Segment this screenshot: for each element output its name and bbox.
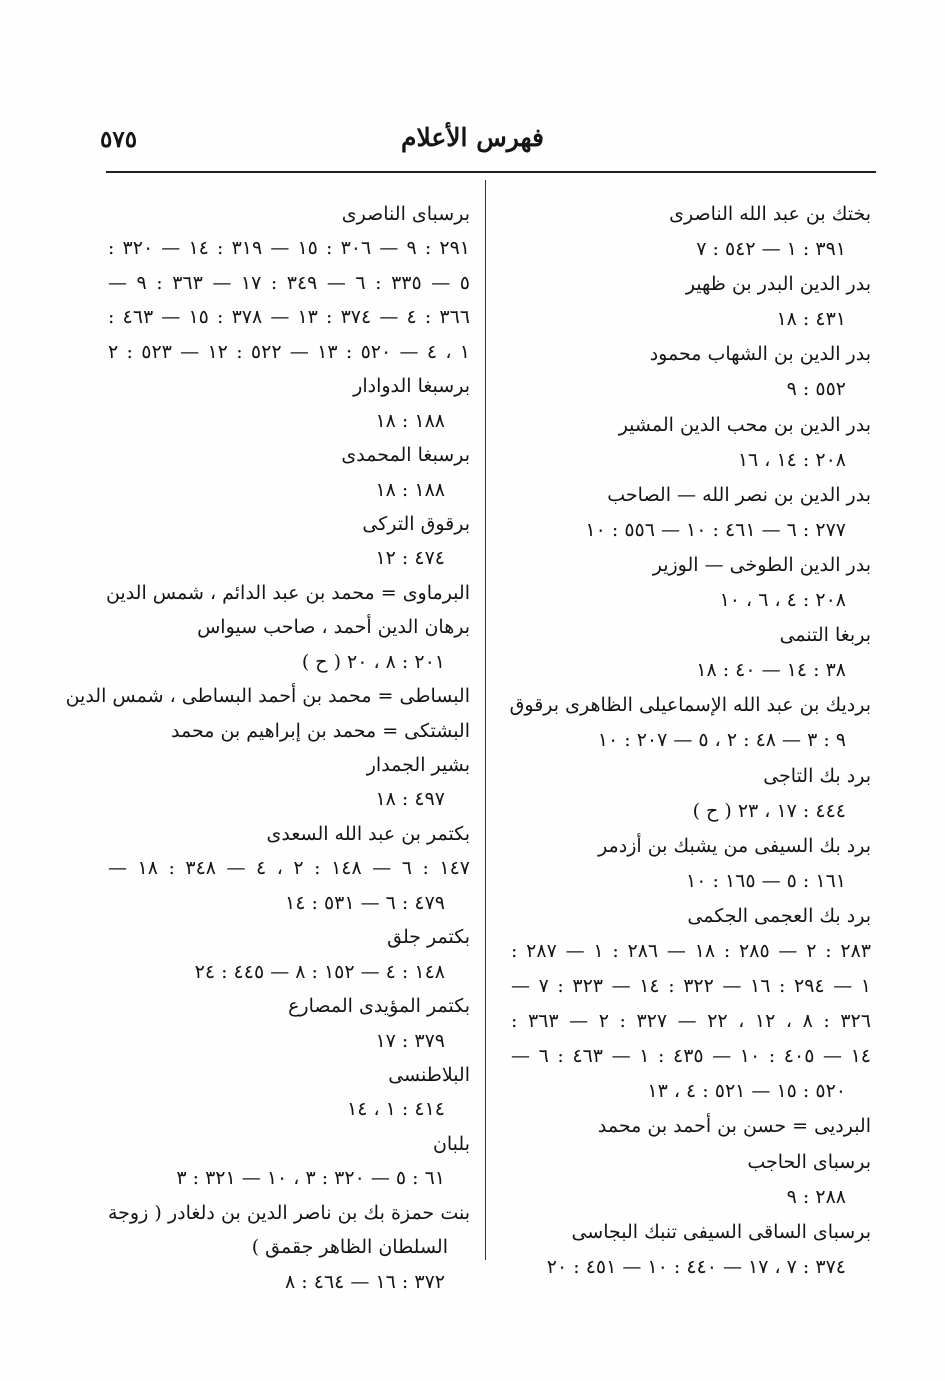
index-entry-name: برد بك العجمى الجكمى (687, 904, 871, 927)
index-entry-name: بشير الجمدار (366, 754, 470, 776)
index-entry-name: بلبان (432, 1132, 470, 1155)
index-entry-name: بدر الدين بن محب الدين المشير (618, 413, 871, 436)
index-entry-pages: ١٤ — ٤٠٥ : ١٠ — ٤٣٥ : ١ — ٤٦٣ : ٦ — (511, 1045, 871, 1068)
index-entry-name: برسبغا المحمدى (341, 444, 470, 467)
right-column (511, 197, 871, 1285)
index-entry-pages: ٢٨٨ : ٩ (786, 1185, 846, 1208)
index-entry-name: برسباى الناصرى (341, 203, 470, 225)
index-entry-pages: ٢٩١ : ٩ — ٣٠٦ : ١٥ — ٣١٩ : ١٤ — ٣٢٠ : (108, 237, 471, 260)
index-entry-pages: ١٨٨ : ١٨ (375, 478, 445, 501)
index-entry-name: برهان الدين أحمد ، صاحب سيواس (197, 616, 470, 639)
index-entry-name: البرديى = حسن بن أحمد بن محمد (597, 1115, 871, 1138)
index-entry-name: برسباى الحاجب (747, 1150, 871, 1173)
index-entry-pages: ٩ : ٣ — ٤٨ : ٢ ، ٥ — ٢٠٧ : ١٠ (597, 729, 846, 752)
index-entry-pages: ٥ — ٣٣٥ : ٦ — ٣٤٩ : ١٧ — ٣٦٣ : ٩ — (108, 271, 470, 294)
index-entry-pages: ٣٦٦ : ٤ — ٣٧٤ : ١٣ — ٣٧٨ : ١٥ — ٤٦٣ : (108, 306, 471, 329)
index-entry-pages: ٢٧٧ : ٦ — ٤٦١ : ١٠ — ٥٥٦ : ١٠ (585, 518, 846, 541)
index-entry-pages: ٥٥٢ : ٩ (786, 378, 846, 401)
index-entry-pages: ٣٧٤ : ٧ ، ١٧ — ٤٤٠ : ١٠ — ٤٥١ : ٢٠ (546, 1255, 846, 1278)
index-entry-name: بدر الدين الطوخى — الوزير (652, 553, 871, 576)
index-entry-pages: ٣٨ : ١٤ — ٤٠ : ١٨ (696, 659, 846, 682)
index-entry-pages: ٥٢٠ : ١٥ — ٥٢١ : ٤ ، ١٣ (647, 1080, 846, 1103)
index-entry-name: برد بك السيفى من يشبك بن أزدمر (598, 834, 871, 857)
index-entry-pages: ٣٧٢ : ١٦ — ٤٦٤ : ٨ (285, 1270, 445, 1293)
left-column (65, 197, 471, 1299)
index-entry-name: بدر الدين بن نصر الله — الصاحب (607, 483, 871, 506)
index-entry-pages: ٦١ : ٥ — ٣٢٠ : ٣ ، ١٠ — ٣٢١ : ٣ (176, 1167, 445, 1190)
index-entry-pages: ٤٣١ : ١٨ (776, 308, 846, 331)
index-entry-name: بربغا التنمى (779, 624, 871, 647)
index-entry-pages: ١٤٨ : ٤ — ١٥٢ : ٨ — ٤٤٥ : ٢٤ (194, 960, 445, 983)
index-entry-name-continuation: السلطان الظاهر جقمق ) (251, 1236, 448, 1259)
index-entry-pages: ١ — ٢٩٤ : ١٦ — ٣٢٢ : ١٤ — ٣٢٣ : ٧ — (511, 975, 871, 998)
index-entry-name: البلاطنسى (388, 1063, 470, 1086)
index-entry-pages: ٤٤٤ : ١٧ ، ٢٣ ( ح ) (692, 799, 846, 822)
index-entry-name: بختك بن عبد الله الناصرى (669, 203, 871, 225)
index-entry-name: بكتمر المؤيدى المصارع (288, 995, 470, 1018)
index-entry-pages: ٣٧٩ : ١٧ (375, 1029, 445, 1052)
index-entry-name: بكتمر بن عبد الله السعدى (266, 822, 470, 845)
index-entry-name: بدر الدين بن الشهاب محمود (649, 343, 871, 366)
index-entry-pages: ٤٩٧ : ١٨ (375, 788, 445, 811)
index-entry-pages: ٤٧٤ : ١٢ (375, 547, 445, 570)
index-entry-pages: ٣٩١ : ١ — ٥٤٢ : ٧ (696, 238, 846, 261)
index-entry-name: برد بك التاجى (763, 764, 871, 787)
index-entry-pages: ١٨٨ : ١٨ (375, 409, 445, 432)
index-entry-name: البرماوى = محمد بن عبد الدائم ، شمس الدين (105, 581, 470, 604)
index-entry-name: بكتمر جلق (387, 926, 470, 949)
index-entry-pages: ٢٠٨ : ١٤ ، ١٦ (737, 448, 846, 471)
index-entry-name: برقوق التركى (362, 512, 470, 535)
index-entry-pages: ١ ، ٤ — ٥٢٠ : ١٣ — ٥٢٢ : ١٢ — ٥٢٣ : ٢ (108, 340, 470, 363)
index-entry-pages: ٤١٤ : ١ ، ١٤ (347, 1098, 445, 1121)
index-entry-pages: ١٤٧ : ٦ — ١٤٨ : ٢ ، ٤ — ٣٤٨ : ١٨ — (108, 857, 470, 880)
index-entry-name: بدر الدين البدر بن ظهير (685, 273, 871, 296)
index-entry-name: بنت حمزة بك بن ناصر الدين بن دلغادر ( زوجة (108, 1201, 470, 1224)
index-entry-pages: ٢٨٣ : ٢ — ٢٨٥ : ١٨ — ٢٨٦ : ١ — ٢٨٧ : (511, 939, 871, 962)
index-entry-name: برسباى الساقى السيفى تنبك البجاسى (571, 1220, 871, 1243)
index-entry-name: برديك بن عبد الله الإسماعيلى الظاهرى برقوق (509, 694, 871, 717)
index-entry-pages: ٤٧٩ : ٦ — ٥٣١ : ١٤ (285, 891, 445, 914)
index-entry-pages: ١٦١ : ٥ — ١٦٥ : ١٠ (686, 869, 846, 892)
page-title: فهرس الأعلام (400, 123, 544, 152)
index-entry-name: البساطى = محمد بن أحمد البساطى ، شمس الدين (65, 685, 470, 708)
index-entry-name: البشتكى = محمد بن إبراهيم بن محمد (171, 719, 470, 742)
index-entry-name: برسبغا الدوادار (353, 375, 470, 398)
index-entry-pages: ٢٠٨ : ٤ ، ٦ ، ١٠ (719, 589, 846, 612)
header-rule (106, 171, 876, 173)
page-number: ٥٧٥ (100, 126, 138, 153)
column-divider (485, 180, 486, 1260)
index-entry-pages: ٣٢٦ : ٨ ، ١٢ ، ٢٢ — ٣٢٧ : ٢ — ٣٦٣ : (511, 1010, 871, 1033)
index-entry-pages: ٢٠١ : ٨ ، ٢٠ ( ح ) (301, 650, 445, 673)
